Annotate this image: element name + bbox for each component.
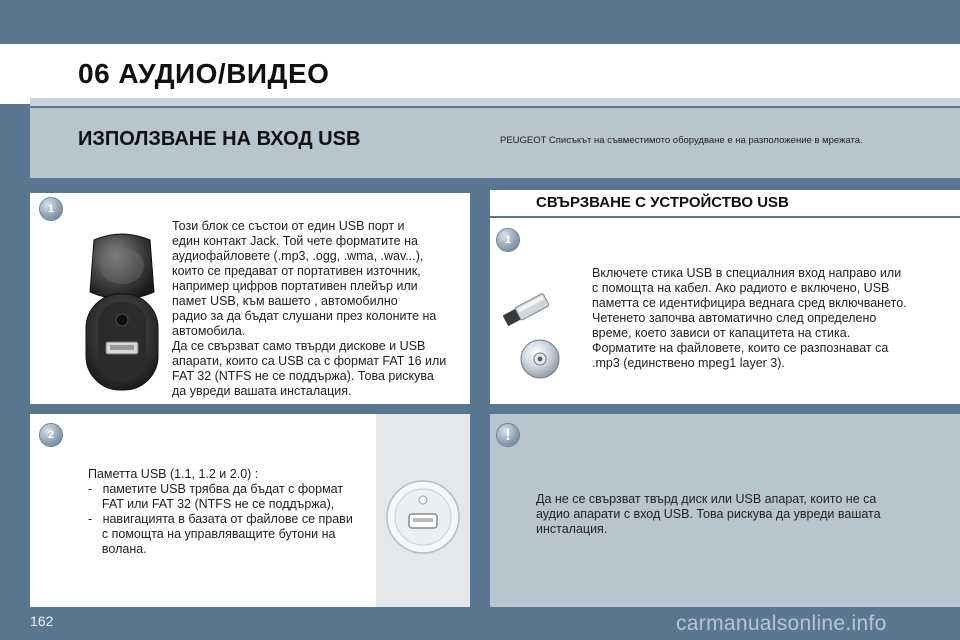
header-divider: [30, 98, 960, 106]
connect-title: СВЪРЗВАНЕ С УСТРОЙСТВО USB: [536, 194, 789, 211]
usb-jack-unit-icon: [82, 232, 162, 394]
connect-description: Включете стика USB в специалния вход направо или с помощта на кабел. Ако радиото е включено, USB паметта се идентифицира веднага сред включването. Четенето започва автоматично след определено време, което зависи от капацитета на стика. Форматите на файловете, които се разпознават са .mp3 (единствено mpeg1 layer 3).: [592, 266, 907, 370]
cd-disc-icon: [519, 338, 561, 380]
watermark: carmanualsonline.info: [676, 612, 887, 635]
step-badge-1: 1: [40, 198, 62, 220]
page-number: 162: [30, 613, 54, 629]
usb-stick-icon: [503, 286, 553, 334]
usb-memory-description: Паметта USB (1.1, 1.2 и 2.0) : - паметите USB трябва да бъдат с формат FAT или FAT 32 (NTFS не се поддържа), - навигацията в базата от файлове се прави с помощта на управляващите бутони на волана.: [88, 467, 353, 556]
page-title: 06 АУДИО/ВИДЕО: [78, 58, 330, 89]
step-badge-2: 2: [40, 424, 62, 446]
warning-icon: !: [497, 424, 519, 446]
section-title: ИЗПОЛЗВАНЕ НА ВХОД USB: [78, 128, 361, 150]
usb-port-description: Този блок се състои от един USB порт и един контакт Jack. Той чете форматите на аудиофайловете (.mp3, .ogg, .wma, .wav...), които се предават от портативен източник, например цифров портативен плейър или памет USB, към вашето , автомобилно радио за да бъдат слушани през колоните на автомобила. Да се свързват само твърди дискове и USB апарати, които са USB са с формат FAT 16 или FAT 32 (NTFS не се поддържа). Това рискува да увреди вашата инсталация.: [172, 219, 447, 398]
warning-text: Да не се свързват твърд диск или USB апарат, които не са аудио апарати с вход USB. Това рискува да увреди вашата инсталация.: [536, 492, 881, 536]
step-badge-connect: 1: [497, 229, 519, 251]
compatibility-note: PEUGEOT Списъкът на съвместимото оборудване е на разположение в мрежата.: [500, 135, 863, 146]
usb-port-icon: [384, 478, 462, 556]
